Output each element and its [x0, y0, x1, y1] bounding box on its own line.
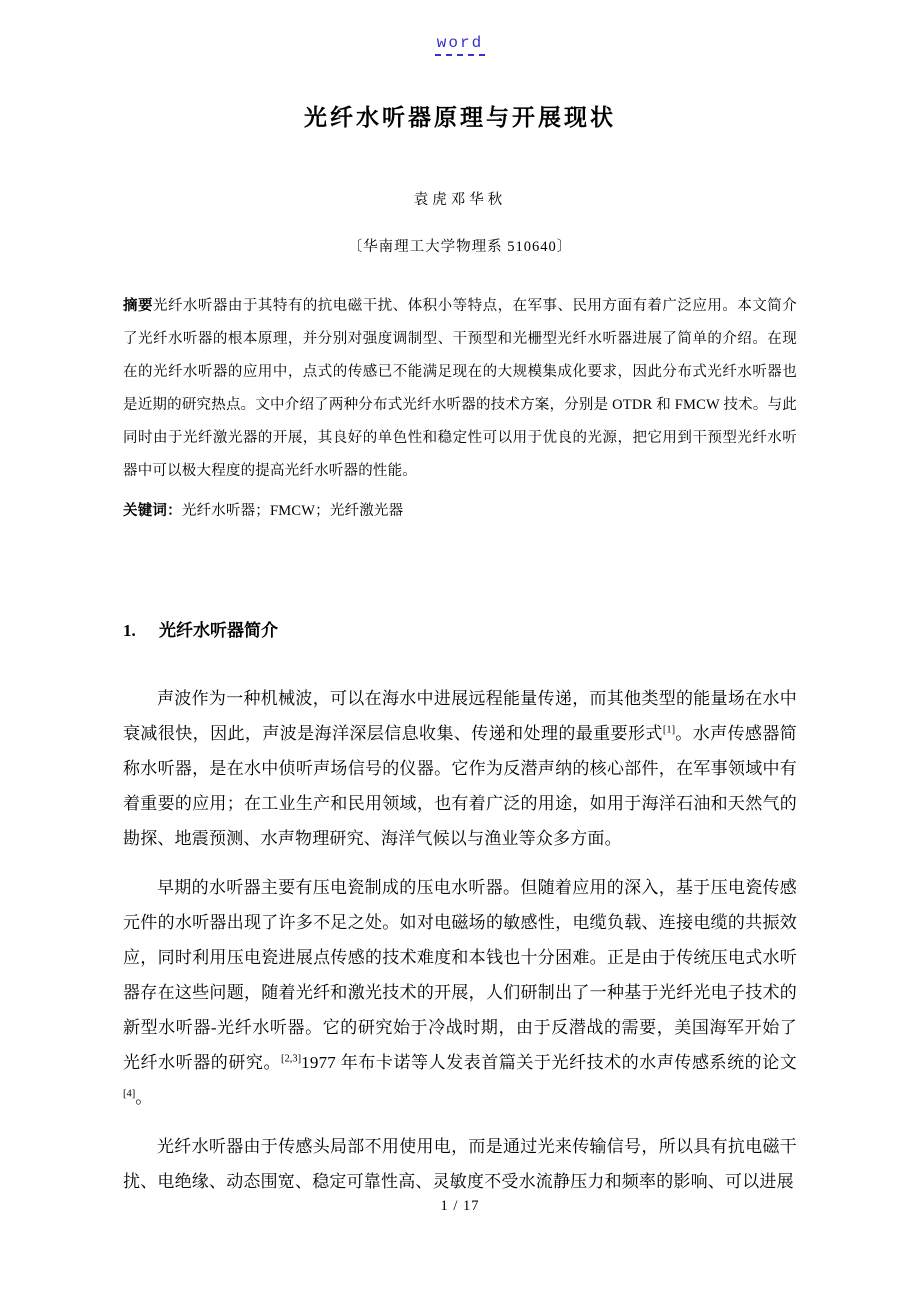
section-1-title: 光纤水听器简介	[159, 621, 278, 640]
citation-ref-1: [1]	[662, 724, 676, 736]
paragraph-2-text-end: 。	[135, 1088, 153, 1107]
page-number: 1 / 17	[440, 1198, 480, 1214]
paragraph-2-text-cont: 1977 年布卡诺等人发表首篇关于光纤技术的水声传感系统的论文	[301, 1053, 797, 1072]
paragraph-3-text: 光纤水听器由于传感头局部不用使用电，而是通过光来传输信号，所以具有抗电磁干扰、电绝缘、动态围宽、稳定可靠性高、灵敏度不受水流静压力和频率的影响、可以进展	[123, 1137, 797, 1191]
section-1-heading	[123, 618, 797, 643]
paragraph-3	[123, 1129, 797, 1199]
paragraph-1-text: 声波作为一种机械波，可以在海水中进展远程能量传递，而其他类型的能量场在水中衰减很快，因此，声波是海洋深层信息收集、传递和处理的最重要形式	[123, 689, 797, 743]
page-header	[123, 0, 797, 52]
paragraph-1	[123, 681, 797, 856]
citation-ref-4: [4]	[123, 1088, 136, 1100]
keywords-label: 关键词：	[123, 503, 182, 519]
keywords-line	[123, 495, 797, 528]
abstract-paragraph	[123, 290, 797, 488]
abstract-text: 光纤水听器由于其特有的抗电磁干扰、体积小等特点，在军事、民用方面有着广泛应用。本文简介了光纤水听器的根本原理，并分别对强度调制型、干预型和光栅型光纤水听器进展了简单的介绍。在现在的光纤水听器的应用中，点式的传感已不能满足现在的大规模集成化要求，因此分布式光纤水听器也是近期的研究热点。文中介绍了两种分布式光纤水听器的技术方案，分别是 OTDR 和 FMCW 技术。与此同时由于光纤激光器的开展，其良好的单色性和稳定性可以用于优良的光源，把它用到干预型光纤水听器中可以极大程度的提高光纤水听器的性能。	[123, 298, 797, 479]
citation-ref-2-3: [2,3]	[281, 1053, 302, 1065]
paper-title: 光纤水听器原理与开展现状	[304, 105, 616, 130]
paper-authors: 袁虎邓华秋	[413, 192, 507, 208]
paper-affiliation: 〔华南理工大学物理系 510640〕	[347, 239, 573, 255]
section-1-number: 1.	[123, 621, 136, 640]
word-link[interactable]: word	[435, 34, 485, 56]
abstract-label: 摘要	[123, 298, 153, 314]
keywords-text: 光纤水听器；FMCW；光纤激光器	[181, 503, 404, 519]
page-footer	[0, 1196, 920, 1216]
paragraph-2	[123, 870, 797, 1115]
paragraph-1-text-cont: 。水声传感器简称水听器，是在水中侦听声场信号的仪器。它作为反潜声纳的核心部件，在军事领域中有着重要的应用；在工业生产和民用领域，也有着广泛的用途，如用于海洋石油和天然气的勘探、地震预测、水声物理研究、海洋气候以与渔业等众多方面。	[123, 724, 797, 848]
paragraph-2-text: 早期的水听器主要有压电瓷制成的压电水听器。但随着应用的深入，基于压电瓷传感元件的水听器出现了许多不足之处。如对电磁场的敏感性，电缆负载、连接电缆的共振效应，同时利用压电瓷进展点传感的技术难度和本钱也十分困难。正是由于传统压电式水听器存在这些问题，随着光纤和激光技术的开展，人们研制出了一种基于光纤光电子技术的新型水听器-光纤水听器。它的研究始于冷战时期，由于反潜战的需要，美国海军开始了光纤水听器的研究。	[123, 878, 797, 1072]
